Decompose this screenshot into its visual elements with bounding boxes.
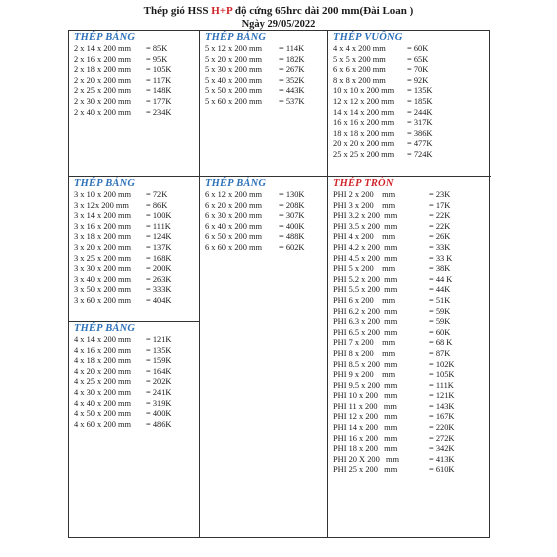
item-price: = 400K: [279, 221, 305, 231]
price-row: [74, 222, 199, 233]
price-row: [74, 86, 199, 97]
price-row: [74, 55, 199, 66]
item-price: = 102K: [429, 359, 455, 369]
item-size: 4 x 20 x 200 mm: [74, 366, 131, 376]
item-size: PHI 4 x 200 mm: [333, 232, 396, 242]
price-row: [74, 264, 199, 275]
item-size: 6 x 20 x 200 mm: [205, 200, 262, 210]
item-price: = 185K: [407, 96, 433, 106]
price-row: [333, 349, 491, 360]
price-row: [74, 275, 199, 286]
section-title: THÉP BẢNG: [205, 178, 267, 189]
price-row: [333, 423, 491, 434]
title-prefix: Thép gió HSS: [143, 5, 212, 17]
item-size: PHI 14 x 200 mm: [333, 423, 398, 433]
item-price: = 121K: [146, 335, 172, 344]
price-row: [205, 97, 327, 108]
item-size: PHI 5.2 x 200 mm: [333, 274, 398, 284]
item-size: 4 x 60 x 200 mm: [74, 419, 131, 429]
item-size: PHI 3 x 200 mm: [333, 200, 396, 210]
price-row: [333, 275, 491, 286]
item-price: = 244K: [407, 107, 433, 117]
price-row: [74, 97, 199, 108]
item-price: = 267K: [279, 65, 305, 75]
section-title: THÉP VUÔNG: [333, 32, 403, 43]
item-size: 5 x 50 x 200 mm: [205, 86, 262, 96]
item-size: PHI 25 x 200 mm: [333, 465, 398, 475]
item-size: 14 x 14 x 200 mm: [333, 107, 395, 117]
item-size: 4 x 16 x 200 mm: [74, 345, 131, 355]
title-suffix: độ cứng 65hrc dài 200 mm(Đài Loan ): [232, 5, 414, 17]
item-size: 2 x 16 x 200 mm: [74, 54, 131, 64]
item-size: 5 x 5 x 200 mm: [333, 54, 386, 64]
price-row: [333, 129, 491, 140]
item-price: = 263K: [146, 274, 172, 284]
item-size: 5 x 20 x 200 mm: [205, 54, 262, 64]
price-row: [333, 190, 491, 201]
item-price: = 202K: [146, 377, 172, 387]
item-price: = 477K: [407, 139, 433, 149]
price-row: [333, 370, 491, 381]
price-row: [333, 402, 491, 413]
price-row: [333, 465, 491, 476]
price-row: [333, 232, 491, 243]
item-size: PHI 8.5 x 200 mm: [333, 359, 398, 369]
item-size: 3 x 40 x 200 mm: [74, 274, 131, 284]
item-price: = 22K: [429, 221, 451, 231]
item-price: = 59K: [429, 306, 451, 316]
price-row: [205, 232, 327, 243]
price-row: [74, 367, 199, 378]
item-price: = 610K: [429, 465, 455, 475]
item-size: 3 x 30 x 200 mm: [74, 264, 131, 274]
item-size: 10 x 10 x 200 mm: [333, 86, 395, 96]
item-size: 3 x 12x 200 mm: [74, 200, 129, 210]
item-price: = 148K: [146, 86, 172, 96]
price-row: [333, 307, 491, 318]
price-row: [205, 243, 327, 254]
item-price: = 85K: [146, 44, 168, 53]
price-row: [333, 201, 491, 212]
item-price: = 208K: [279, 200, 305, 210]
item-size: PHI 2 x 200 mm: [333, 190, 396, 199]
price-row: [333, 108, 491, 119]
brand-highlight: H+P: [211, 5, 233, 17]
price-row: [74, 201, 199, 212]
item-size: 3 x 14 x 200 mm: [74, 211, 131, 221]
price-row: [333, 254, 491, 265]
section-title: THÉP BẢNG: [74, 178, 136, 189]
item-price: = 317K: [407, 118, 433, 128]
item-size: 3 x 16 x 200 mm: [74, 221, 131, 231]
item-size: PHI 4.2 x 200 mm: [333, 242, 398, 252]
item-price: = 72K: [146, 190, 168, 199]
item-price: = 486K: [146, 419, 172, 429]
price-row: [333, 118, 491, 129]
item-list: [74, 44, 199, 118]
price-row: [333, 328, 491, 339]
item-size: 4 x 50 x 200 mm: [74, 409, 131, 419]
item-price: = 177K: [146, 96, 172, 106]
price-row: [333, 139, 491, 150]
item-price: = 241K: [146, 387, 172, 397]
item-price: = 38K: [429, 264, 451, 274]
price-row: [333, 360, 491, 371]
price-row: [333, 243, 491, 254]
price-row: [333, 455, 491, 466]
price-row: [74, 254, 199, 265]
item-list: [333, 190, 491, 476]
price-row: [74, 388, 199, 399]
price-row: [333, 97, 491, 108]
price-row: [205, 211, 327, 222]
item-price: = 44 K: [429, 274, 453, 284]
item-size: 2 x 18 x 200 mm: [74, 65, 131, 75]
price-row: [205, 201, 327, 212]
item-price: = 386K: [407, 128, 433, 138]
item-size: 3 x 60 x 200 mm: [74, 295, 131, 305]
price-row: [74, 76, 199, 87]
item-price: = 105K: [146, 65, 172, 75]
item-size: PHI 11 x 200 mm: [333, 401, 397, 411]
item-list: [74, 190, 199, 307]
price-row: [74, 232, 199, 243]
item-price: = 26K: [429, 232, 451, 242]
item-size: PHI 9.5 x 200 mm: [333, 380, 398, 390]
price-row: [74, 409, 199, 420]
item-size: 12 x 12 x 200 mm: [333, 96, 395, 106]
item-size: 3 x 20 x 200 mm: [74, 242, 131, 252]
price-row: [74, 65, 199, 76]
item-size: PHI 6.2 x 200 mm: [333, 306, 398, 316]
item-price: = 111K: [429, 380, 454, 390]
item-price: = 100K: [146, 211, 172, 221]
item-price: = 307K: [279, 211, 305, 221]
price-row: [333, 317, 491, 328]
item-size: 4 x 4 x 200 mm: [333, 44, 386, 53]
item-size: 18 x 18 x 200 mm: [333, 128, 395, 138]
price-row: [333, 76, 491, 87]
item-price: = 488K: [279, 232, 305, 242]
item-size: PHI 10 x 200 mm: [333, 391, 398, 401]
item-size: 2 x 30 x 200 mm: [74, 96, 131, 106]
price-row: [74, 108, 199, 119]
document-title: [0, 5, 557, 18]
price-row: [333, 264, 491, 275]
price-row: [74, 399, 199, 410]
item-price: = 86K: [146, 200, 168, 210]
item-price: = 22K: [429, 211, 451, 221]
price-row: [333, 412, 491, 423]
item-price: = 602K: [279, 242, 305, 252]
price-row: [333, 65, 491, 76]
item-size: 5 x 30 x 200 mm: [205, 65, 262, 75]
price-row: [205, 76, 327, 87]
item-price: = 220K: [429, 423, 455, 433]
section-title: THÉP BẢNG: [205, 32, 267, 43]
item-price: = 168K: [146, 253, 172, 263]
item-price: = 319K: [146, 398, 172, 408]
price-row: [333, 211, 491, 222]
item-list: [333, 44, 491, 161]
item-size: 5 x 40 x 200 mm: [205, 75, 262, 85]
section-thep-tron: [328, 176, 491, 476]
item-price: = 537K: [279, 96, 305, 106]
price-row: [333, 55, 491, 66]
item-price: = 352K: [279, 75, 305, 85]
item-size: 6 x 30 x 200 mm: [205, 211, 262, 221]
item-price: = 51K: [429, 295, 451, 305]
item-price: = 200K: [146, 264, 172, 274]
price-row: [74, 377, 199, 388]
item-price: = 33 K: [429, 253, 453, 263]
item-size: 4 x 25 x 200 mm: [74, 377, 131, 387]
section-thep-bang-2: [69, 31, 199, 118]
price-row: [205, 55, 327, 66]
price-row: [205, 222, 327, 233]
item-price: = 92K: [407, 75, 429, 85]
price-row: [333, 86, 491, 97]
item-size: 3 x 10 x 200 mm: [74, 190, 131, 199]
item-size: 6 x 12 x 200 mm: [205, 190, 262, 199]
item-price: = 65K: [407, 54, 429, 64]
section-thep-vuong: [328, 31, 491, 161]
price-row: [74, 190, 199, 201]
item-size: PHI 9 x 200 mm: [333, 370, 396, 380]
item-size: 6 x 50 x 200 mm: [205, 232, 262, 242]
item-price: = 70K: [407, 65, 429, 75]
item-size: PHI 4.5 x 200 mm: [333, 253, 398, 263]
price-row: [333, 391, 491, 402]
item-size: PHI 5.5 x 200 mm: [333, 285, 398, 295]
document-date: Ngày 29/05/2022: [241, 19, 316, 30]
item-price: = 143K: [429, 401, 455, 411]
item-size: PHI 20 X 200 mm: [333, 454, 400, 464]
item-size: 5 x 12 x 200 mm: [205, 44, 262, 53]
item-price: = 44K: [429, 285, 451, 295]
section-title: THÉP BẢNG: [74, 32, 136, 43]
item-size: 5 x 60 x 200 mm: [205, 96, 262, 106]
price-row: [333, 222, 491, 233]
price-row: [333, 285, 491, 296]
price-row: [74, 211, 199, 222]
price-row: [205, 65, 327, 76]
item-size: 8 x 8 x 200 mm: [333, 75, 386, 85]
item-size: 2 x 40 x 200 mm: [74, 107, 131, 117]
item-price: = 60K: [429, 327, 451, 337]
item-price: = 272K: [429, 433, 455, 443]
price-sheet: [68, 30, 490, 538]
item-size: PHI 6.5 x 200 mm: [333, 327, 398, 337]
item-price: = 124K: [146, 232, 172, 242]
item-list: [205, 190, 327, 254]
price-row: [333, 434, 491, 445]
price-row: [205, 86, 327, 97]
item-size: 2 x 20 x 200 mm: [74, 75, 131, 85]
item-price: = 413K: [429, 454, 455, 464]
price-row: [333, 381, 491, 392]
section-title: THÉP TRÒN: [333, 178, 394, 189]
item-price: = 167K: [429, 412, 455, 422]
item-price: = 333K: [146, 285, 172, 295]
item-size: 6 x 60 x 200 mm: [205, 242, 262, 252]
item-size: 2 x 14 x 200 mm: [74, 44, 131, 53]
price-row: [74, 44, 199, 55]
item-size: PHI 18 x 200 mm: [333, 444, 398, 454]
item-price: = 17K: [429, 200, 451, 210]
item-price: = 111K: [146, 221, 171, 231]
item-price: = 164K: [146, 366, 172, 376]
item-price: = 60K: [407, 44, 429, 53]
item-price: = 33K: [429, 242, 451, 252]
item-price: = 130K: [279, 190, 305, 199]
item-size: PHI 6 x 200 mm: [333, 295, 396, 305]
item-size: 6 x 6 x 200 mm: [333, 65, 386, 75]
section-title: THÉP BẢNG: [74, 323, 136, 334]
item-list: [205, 44, 327, 108]
item-price: = 121K: [429, 391, 455, 401]
item-price: = 159K: [146, 356, 172, 366]
item-price: = 234K: [146, 107, 172, 117]
item-price: = 114K: [279, 44, 305, 53]
price-row: [74, 285, 199, 296]
item-price: = 182K: [279, 54, 305, 64]
item-price: = 105K: [429, 370, 455, 380]
column-right: [328, 31, 491, 537]
item-price: = 23K: [429, 190, 451, 199]
price-row: [205, 190, 327, 201]
item-price: = 400K: [146, 409, 172, 419]
price-row: [74, 243, 199, 254]
item-price: = 135K: [146, 345, 172, 355]
item-size: PHI 7 x 200 mm: [333, 338, 396, 348]
item-price: = 135K: [407, 86, 433, 96]
item-price: = 87K: [429, 348, 451, 358]
item-list: [74, 335, 199, 430]
item-size: 4 x 18 x 200 mm: [74, 356, 131, 366]
item-size: 6 x 40 x 200 mm: [205, 221, 262, 231]
column-left: [69, 31, 200, 537]
item-size: PHI 3.2 x 200 mm: [333, 211, 398, 221]
section-thep-bang-4: [69, 321, 199, 430]
item-size: 3 x 50 x 200 mm: [74, 285, 131, 295]
item-size: PHI 6.3 x 200 mm: [333, 317, 398, 327]
section-thep-bang-5: [200, 31, 327, 108]
price-row: [74, 356, 199, 367]
item-size: 3 x 25 x 200 mm: [74, 253, 131, 263]
item-size: 25 x 25 x 200 mm: [333, 149, 395, 159]
price-row: [205, 44, 327, 55]
item-size: 20 x 20 x 200 mm: [333, 139, 395, 149]
item-size: PHI 3.5 x 200 mm: [333, 221, 398, 231]
item-size: PHI 5 x 200 mm: [333, 264, 396, 274]
item-size: 3 x 18 x 200 mm: [74, 232, 131, 242]
section-thep-bang-3: [69, 176, 199, 307]
item-price: = 59K: [429, 317, 451, 327]
item-price: = 137K: [146, 242, 172, 252]
item-size: PHI 16 x 200 mm: [333, 433, 398, 443]
price-row: [333, 44, 491, 55]
item-size: PHI 12 x 200 mm: [333, 412, 398, 422]
item-size: 2 x 25 x 200 mm: [74, 86, 131, 96]
item-price: = 724K: [407, 149, 433, 159]
item-size: 4 x 30 x 200 mm: [74, 387, 131, 397]
price-row: [74, 335, 199, 346]
item-price: = 443K: [279, 86, 305, 96]
item-size: PHI 8 x 200 mm: [333, 348, 396, 358]
item-size: 16 x 16 x 200 mm: [333, 118, 395, 128]
section-thep-bang-6: [200, 176, 327, 254]
price-row: [333, 338, 491, 349]
item-size: 4 x 40 x 200 mm: [74, 398, 131, 408]
column-middle: [200, 31, 328, 537]
item-size: 4 x 14 x 200 mm: [74, 335, 131, 344]
price-row: [74, 420, 199, 431]
price-row: [333, 444, 491, 455]
price-row: [333, 150, 491, 161]
item-price: = 68 K: [429, 338, 453, 348]
item-price: = 404K: [146, 295, 172, 305]
price-row: [74, 346, 199, 357]
item-price: = 117K: [146, 75, 172, 85]
item-price: = 342K: [429, 444, 455, 454]
price-row: [74, 296, 199, 307]
item-price: = 95K: [146, 54, 168, 64]
price-row: [333, 296, 491, 307]
